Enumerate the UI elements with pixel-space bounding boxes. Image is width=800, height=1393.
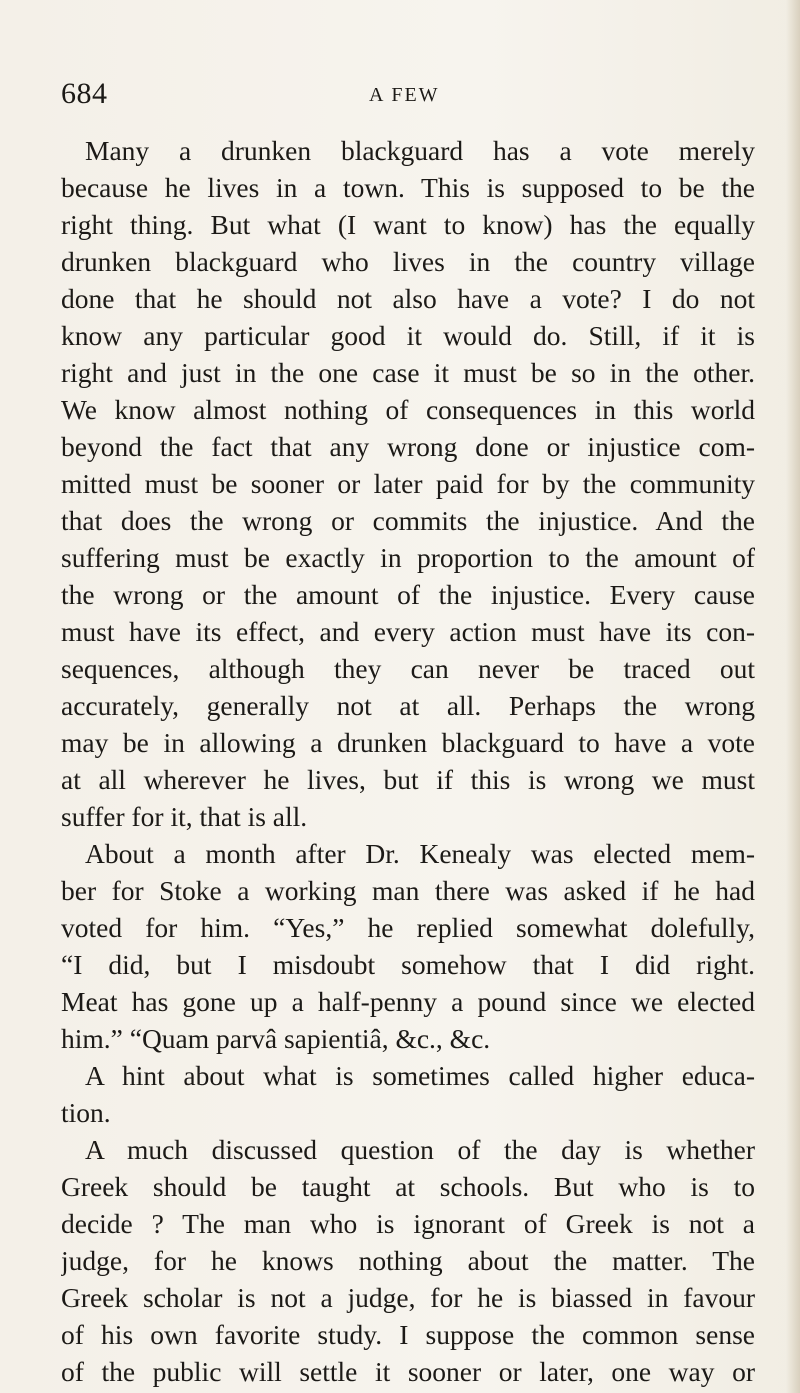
page-header (61, 74, 751, 114)
text-line: may be in allowing a drunken blackguard to have a vote (61, 727, 755, 758)
text-line: sequences, although they can never be traced out (61, 653, 755, 684)
page-number: 684 (61, 77, 108, 110)
text-line: suffering must be exactly in proportion to the amount of (61, 542, 755, 573)
text-line: mitted must be sooner or later paid for by the community (61, 468, 755, 499)
text-line: A hint about what is sometimes called higher educa- (85, 1060, 755, 1091)
text-line: done that he should not also have a vote? I do not (61, 283, 755, 314)
text-line: of his own favorite study. I suppose the common sense (61, 1319, 755, 1350)
text-line: must have its effect, and every action must have its con- (61, 616, 755, 647)
text-line: decide ? The man who is ignorant of Greek is not a (61, 1208, 755, 1239)
text-line: beyond the fact that any wrong done or injustice com- (61, 431, 755, 462)
text-line: ber for Stoke a working man there was asked if he had (61, 875, 755, 906)
text-line: We know almost nothing of consequences in this world (61, 394, 755, 425)
body-text (61, 132, 755, 1390)
text-line: suffer for it, that is all. (61, 801, 308, 832)
text-line: because he lives in a town. This is supposed to be the (61, 172, 755, 203)
text-line: voted for him. “Yes,” he replied somewhat dolefully, (61, 912, 755, 943)
text-line: “I did, but I misdoubt somehow that I did right. (61, 949, 755, 980)
text-line: that does the wrong or commits the injustice. And the (61, 505, 755, 536)
text-line: him.” “Quam parvâ sapientiâ, &c., &c. (61, 1023, 491, 1054)
text-line: tion. (61, 1097, 111, 1128)
text-line: at all wherever he lives, but if this is wrong we must (61, 764, 755, 795)
text-line: right thing. But what (I want to know) has the equally (61, 209, 755, 240)
text-line: the wrong or the amount of the injustice. Every cause (61, 579, 755, 610)
running-head: A FEW (369, 84, 440, 106)
text-line: A much discussed question of the day is whether (85, 1134, 755, 1165)
text-line: Greek scholar is not a judge, for he is biassed in favour (61, 1282, 755, 1313)
text-line: About a month after Dr. Kenealy was elected mem- (85, 838, 755, 869)
text-line: of the public will settle it sooner or later, one way or (61, 1356, 755, 1387)
page-edge-shadow (786, 0, 800, 1393)
text-line: Greek should be taught at schools. But who is to (61, 1171, 755, 1202)
text-line: judge, for he knows nothing about the matter. The (61, 1245, 755, 1276)
text-line: right and just in the one case it must be so in the other. (61, 357, 755, 388)
text-line: Many a drunken blackguard has a vote merely (85, 135, 755, 166)
text-line: accurately, generally not at all. Perhaps the wrong (61, 690, 755, 721)
text-line: Meat has gone up a half-penny a pound since we elected (61, 986, 755, 1017)
text-line: drunken blackguard who lives in the country village (61, 246, 755, 277)
text-line: know any particular good it would do. Still, if it is (61, 320, 755, 351)
